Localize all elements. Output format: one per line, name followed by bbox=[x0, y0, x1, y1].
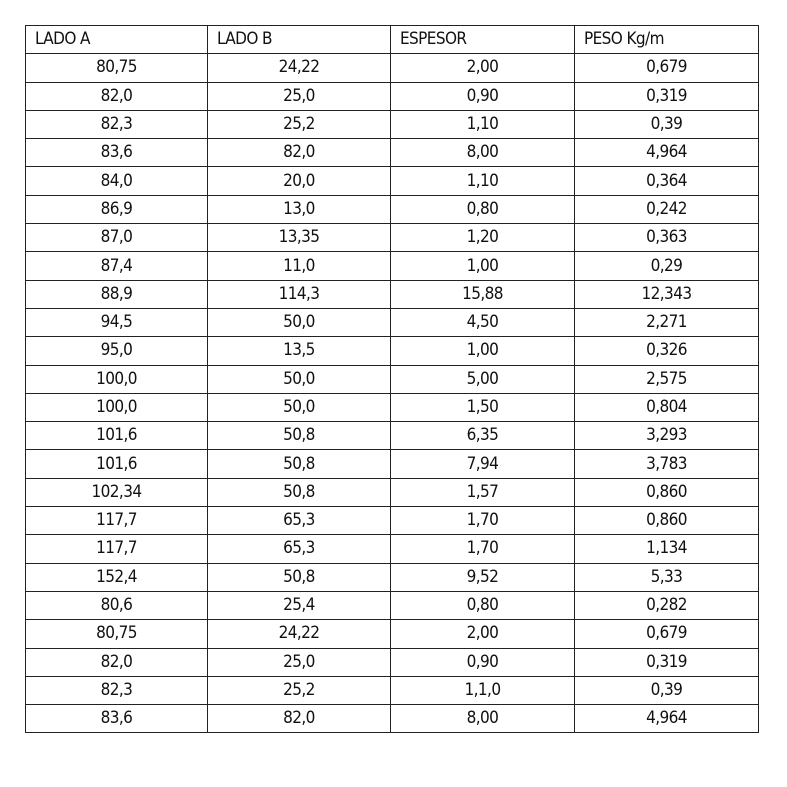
lado-a-cell: 80,75 bbox=[26, 54, 208, 82]
espesor-cell: 6,35 bbox=[391, 422, 575, 450]
lado-b-cell: 65,3 bbox=[208, 507, 391, 535]
lado-b-cell: 13,35 bbox=[208, 224, 391, 252]
lado-a-cell: 152,4 bbox=[26, 563, 208, 591]
lado-a-cell: 86,9 bbox=[26, 195, 208, 223]
table-row bbox=[26, 676, 759, 704]
table-row bbox=[26, 110, 759, 138]
espesor-cell: 1,00 bbox=[391, 337, 575, 365]
lado-a-cell: 82,0 bbox=[26, 648, 208, 676]
peso-cell: 3,783 bbox=[575, 450, 759, 478]
lado-b-cell: 50,0 bbox=[208, 308, 391, 336]
table-row bbox=[26, 167, 759, 195]
espesor-cell: 1,70 bbox=[391, 507, 575, 535]
peso-cell: 0,282 bbox=[575, 591, 759, 619]
peso-cell: 2,271 bbox=[575, 308, 759, 336]
header-lado-b: LADO B bbox=[208, 26, 391, 54]
peso-cell: 4,964 bbox=[575, 705, 759, 733]
table-row bbox=[26, 563, 759, 591]
peso-cell: 0,679 bbox=[575, 54, 759, 82]
espesor-cell: 8,00 bbox=[391, 705, 575, 733]
peso-cell: 0,804 bbox=[575, 393, 759, 421]
espesor-cell: 9,52 bbox=[391, 563, 575, 591]
lado-a-cell: 83,6 bbox=[26, 705, 208, 733]
lado-a-cell: 83,6 bbox=[26, 139, 208, 167]
header-lado-a: LADO A bbox=[26, 26, 208, 54]
lado-a-cell: 82,3 bbox=[26, 110, 208, 138]
lado-b-cell: 25,4 bbox=[208, 591, 391, 619]
lado-b-cell: 65,3 bbox=[208, 535, 391, 563]
lado-a-cell: 87,0 bbox=[26, 224, 208, 252]
lado-a-cell: 87,4 bbox=[26, 252, 208, 280]
table-row bbox=[26, 82, 759, 110]
peso-cell: 0,39 bbox=[575, 110, 759, 138]
lado-b-cell: 24,22 bbox=[208, 620, 391, 648]
lado-a-cell: 88,9 bbox=[26, 280, 208, 308]
peso-cell: 0,39 bbox=[575, 676, 759, 704]
lado-a-cell: 80,6 bbox=[26, 591, 208, 619]
header-espesor: ESPESOR bbox=[391, 26, 575, 54]
lado-b-cell: 25,0 bbox=[208, 82, 391, 110]
espesor-cell: 15,88 bbox=[391, 280, 575, 308]
table-row bbox=[26, 252, 759, 280]
table-row bbox=[26, 54, 759, 82]
peso-cell: 0,319 bbox=[575, 82, 759, 110]
lado-b-cell: 82,0 bbox=[208, 705, 391, 733]
espesor-cell: 5,00 bbox=[391, 365, 575, 393]
peso-cell: 1,134 bbox=[575, 535, 759, 563]
table-body bbox=[26, 54, 759, 733]
table-row bbox=[26, 139, 759, 167]
table-row bbox=[26, 365, 759, 393]
espesor-cell: 0,90 bbox=[391, 648, 575, 676]
peso-cell: 0,363 bbox=[575, 224, 759, 252]
peso-cell: 2,575 bbox=[575, 365, 759, 393]
peso-cell: 12,343 bbox=[575, 280, 759, 308]
table-row bbox=[26, 450, 759, 478]
header-row bbox=[26, 26, 759, 54]
peso-cell: 0,679 bbox=[575, 620, 759, 648]
espesor-cell: 1,20 bbox=[391, 224, 575, 252]
table-row bbox=[26, 648, 759, 676]
table-header bbox=[26, 26, 759, 54]
table-row bbox=[26, 620, 759, 648]
table-row bbox=[26, 705, 759, 733]
lado-b-cell: 82,0 bbox=[208, 139, 391, 167]
lado-a-cell: 101,6 bbox=[26, 422, 208, 450]
lado-a-cell: 95,0 bbox=[26, 337, 208, 365]
lado-b-cell: 24,22 bbox=[208, 54, 391, 82]
lado-a-cell: 117,7 bbox=[26, 535, 208, 563]
table-row bbox=[26, 280, 759, 308]
espesor-cell: 2,00 bbox=[391, 620, 575, 648]
table-row bbox=[26, 591, 759, 619]
header-peso: PESO Kg/m bbox=[575, 26, 759, 54]
lado-a-cell: 117,7 bbox=[26, 507, 208, 535]
table-row bbox=[26, 308, 759, 336]
table-row bbox=[26, 224, 759, 252]
lado-b-cell: 114,3 bbox=[208, 280, 391, 308]
espesor-cell: 8,00 bbox=[391, 139, 575, 167]
espesor-cell: 4,50 bbox=[391, 308, 575, 336]
lado-a-cell: 82,0 bbox=[26, 82, 208, 110]
peso-cell: 0,364 bbox=[575, 167, 759, 195]
espesor-cell: 0,80 bbox=[391, 195, 575, 223]
lado-a-cell: 84,0 bbox=[26, 167, 208, 195]
peso-cell: 0,860 bbox=[575, 478, 759, 506]
espesor-cell: 1,50 bbox=[391, 393, 575, 421]
lado-a-cell: 82,3 bbox=[26, 676, 208, 704]
lado-a-cell: 80,75 bbox=[26, 620, 208, 648]
table-row bbox=[26, 422, 759, 450]
lado-a-cell: 100,0 bbox=[26, 393, 208, 421]
lado-b-cell: 25,2 bbox=[208, 110, 391, 138]
espesor-cell: 1,00 bbox=[391, 252, 575, 280]
peso-cell: 0,29 bbox=[575, 252, 759, 280]
peso-cell: 5,33 bbox=[575, 563, 759, 591]
lado-b-cell: 20,0 bbox=[208, 167, 391, 195]
table-row bbox=[26, 337, 759, 365]
lado-a-cell: 102,34 bbox=[26, 478, 208, 506]
espesor-cell: 0,80 bbox=[391, 591, 575, 619]
espesor-cell: 1,10 bbox=[391, 167, 575, 195]
peso-cell: 0,242 bbox=[575, 195, 759, 223]
peso-cell: 3,293 bbox=[575, 422, 759, 450]
peso-cell: 0,326 bbox=[575, 337, 759, 365]
espesor-cell: 2,00 bbox=[391, 54, 575, 82]
espesor-cell: 0,90 bbox=[391, 82, 575, 110]
lado-b-cell: 25,2 bbox=[208, 676, 391, 704]
lado-b-cell: 11,0 bbox=[208, 252, 391, 280]
table-row bbox=[26, 535, 759, 563]
lado-a-cell: 94,5 bbox=[26, 308, 208, 336]
peso-cell: 0,319 bbox=[575, 648, 759, 676]
peso-cell: 0,860 bbox=[575, 507, 759, 535]
lado-b-cell: 50,0 bbox=[208, 393, 391, 421]
lado-b-cell: 25,0 bbox=[208, 648, 391, 676]
espesor-cell: 1,70 bbox=[391, 535, 575, 563]
lado-b-cell: 50,8 bbox=[208, 563, 391, 591]
espesor-cell: 7,94 bbox=[391, 450, 575, 478]
lado-b-cell: 50,0 bbox=[208, 365, 391, 393]
lado-b-cell: 13,0 bbox=[208, 195, 391, 223]
lado-a-cell: 100,0 bbox=[26, 365, 208, 393]
peso-cell: 4,964 bbox=[575, 139, 759, 167]
espesor-cell: 1,57 bbox=[391, 478, 575, 506]
espesor-cell: 1,10 bbox=[391, 110, 575, 138]
lado-a-cell: 101,6 bbox=[26, 450, 208, 478]
dimensions-table bbox=[25, 25, 759, 733]
table-row bbox=[26, 507, 759, 535]
lado-b-cell: 50,8 bbox=[208, 478, 391, 506]
espesor-cell: 1,1,0 bbox=[391, 676, 575, 704]
table-row bbox=[26, 478, 759, 506]
table-row bbox=[26, 195, 759, 223]
lado-b-cell: 50,8 bbox=[208, 422, 391, 450]
lado-b-cell: 50,8 bbox=[208, 450, 391, 478]
lado-b-cell: 13,5 bbox=[208, 337, 391, 365]
table-row bbox=[26, 393, 759, 421]
